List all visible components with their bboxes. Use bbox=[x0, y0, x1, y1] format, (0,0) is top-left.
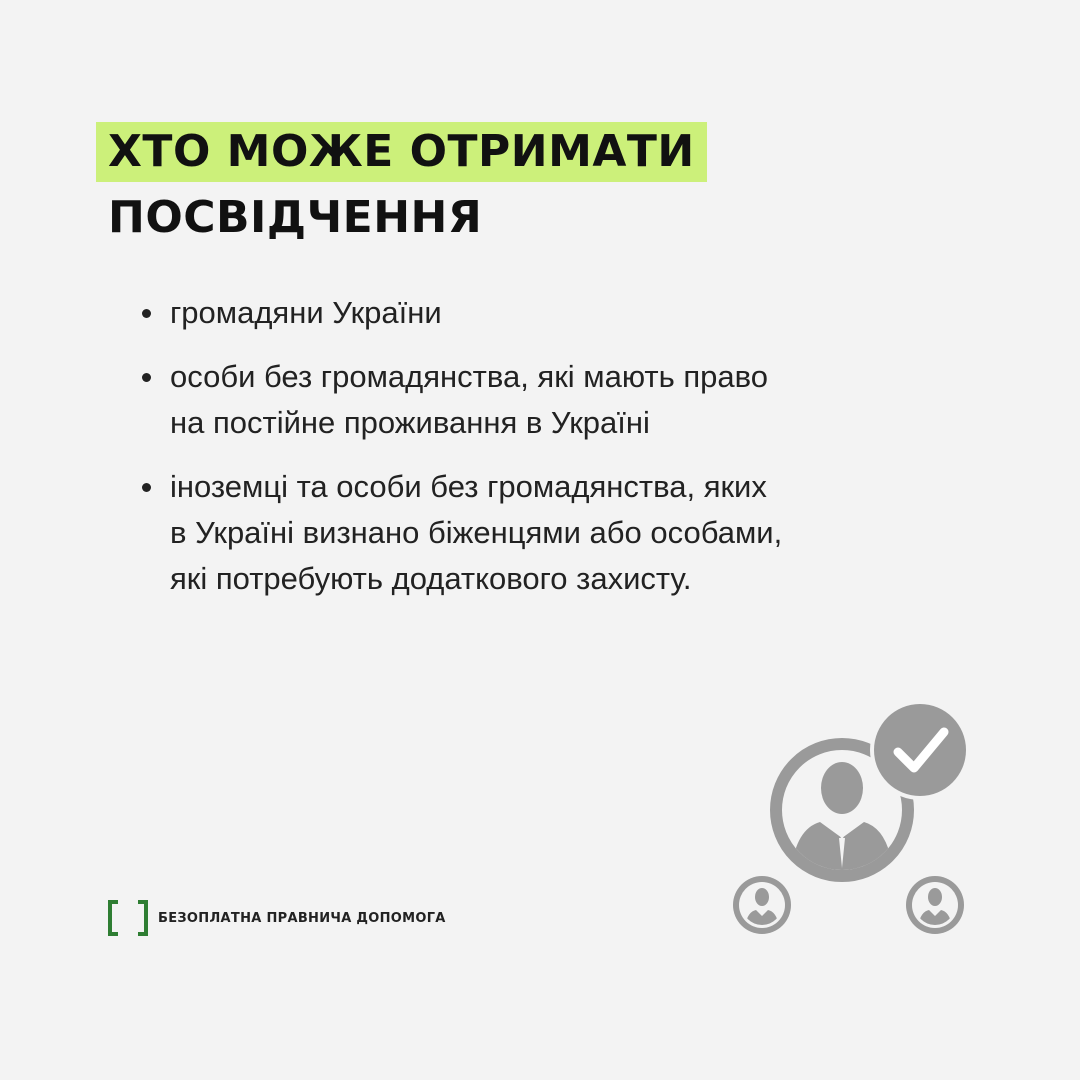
checkmark-badge-icon bbox=[870, 700, 970, 800]
list-item-text: особи без громадянства, які мають право bbox=[170, 359, 768, 394]
people-illustration bbox=[730, 700, 990, 955]
small-person-icon bbox=[733, 876, 791, 934]
list-item-text: на постійне проживання в Україні bbox=[170, 405, 650, 440]
small-person-icon bbox=[906, 876, 964, 934]
list-item-text: іноземці та особи без громадянства, яких bbox=[170, 469, 767, 504]
bracket-logo-icon bbox=[108, 900, 148, 936]
bullet-dot-icon bbox=[142, 373, 151, 382]
title-line-1: ХТО МОЖЕ ОТРИМАТИ bbox=[96, 122, 707, 182]
list-item bbox=[138, 290, 938, 336]
eligibility-list bbox=[138, 290, 938, 620]
list-item bbox=[138, 464, 938, 602]
logo-text: БЕЗОПЛАТНА ПРАВНИЧА ДОПОМОГА bbox=[158, 910, 446, 926]
list-item-text: громадяни України bbox=[170, 295, 442, 330]
organization-logo bbox=[108, 900, 446, 936]
list-item-text: які потребують додаткового захисту. bbox=[170, 561, 692, 596]
list-item bbox=[138, 354, 938, 446]
title-line-2: ПОСВІДЧЕННЯ bbox=[108, 192, 483, 243]
bullet-dot-icon bbox=[142, 483, 151, 492]
list-item-text: в Україні визнано біженцями або особами, bbox=[170, 515, 783, 550]
bullet-dot-icon bbox=[142, 309, 151, 318]
